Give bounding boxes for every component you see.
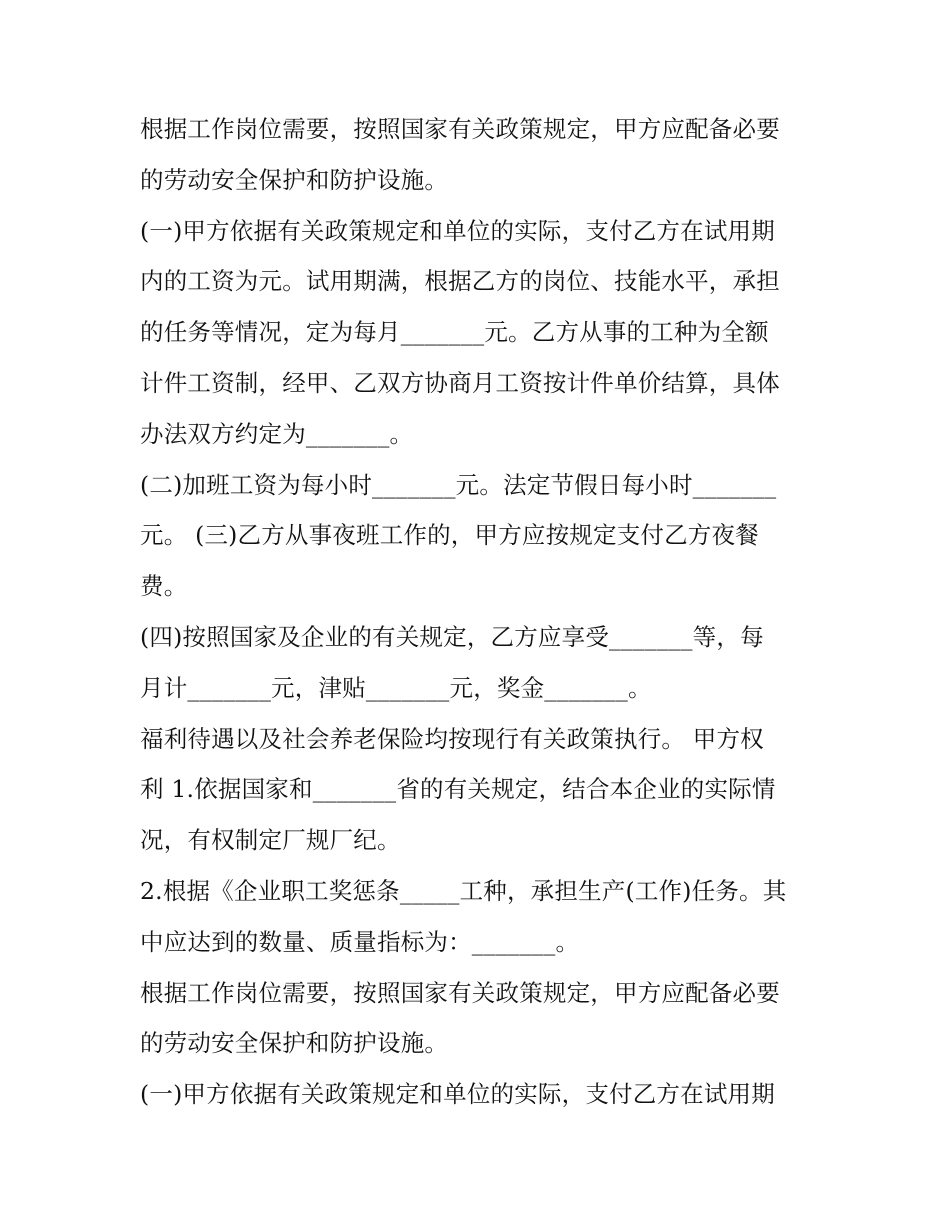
text-line: (一)甲方依据有关政策规定和单位的实际，支付乙方在试用期 xyxy=(140,1080,775,1109)
text-line: 计件工资制，经甲、乙双方协商月工资按计件单价结算，具体 xyxy=(140,368,780,397)
text-line: (四)按照国家及企业的有关规定，乙方应享受_______等，每 xyxy=(140,622,764,651)
text-line: 元。 (三)乙方从事夜班工作的，甲方应按规定支付乙方夜餐 xyxy=(140,521,759,550)
text-line: 中应达到的数量、质量指标为：_______。 xyxy=(140,927,580,956)
text-line: 的劳动安全保护和防护设施。 xyxy=(140,1029,449,1058)
text-line: 利 1.依据国家和_______省的有关规定，结合本企业的实际情 xyxy=(140,775,776,804)
text-line: (一)甲方依据有关政策规定和单位的实际，支付乙方在试用期 xyxy=(140,216,775,245)
text-line: 福利待遇以及社会养老保险均按现行有关政策执行。 甲方权 xyxy=(140,724,764,753)
text-line: (二)加班工资为每小时_______元。法定节假日每小时_______ xyxy=(140,470,777,499)
document-body xyxy=(140,104,820,1120)
text-line: 的劳动安全保护和防护设施。 xyxy=(140,165,449,194)
text-line: 月计_______元，津贴_______元，奖金_______。 xyxy=(140,673,652,702)
text-line: 内的工资为元。试用期满，根据乙方的岗位、技能水平，承担 xyxy=(140,267,780,296)
text-line: 根据工作岗位需要，按照国家有关政策规定，甲方应配备必要 xyxy=(140,978,780,1007)
text-line: 办法双方约定为_______。 xyxy=(140,419,414,448)
text-line: 费。 xyxy=(140,572,188,601)
text-line: 2.根据《企业职工奖惩条_____工种，承担生产(工作)任务。其 xyxy=(140,876,787,905)
text-line: 根据工作岗位需要，按照国家有关政策规定，甲方应配备必要 xyxy=(140,115,780,143)
text-line: 况，有权制定厂规厂纪。 xyxy=(140,826,401,855)
text-line: 的任务等情况，定为每月_______元。乙方从事的工种为全额 xyxy=(140,318,769,347)
